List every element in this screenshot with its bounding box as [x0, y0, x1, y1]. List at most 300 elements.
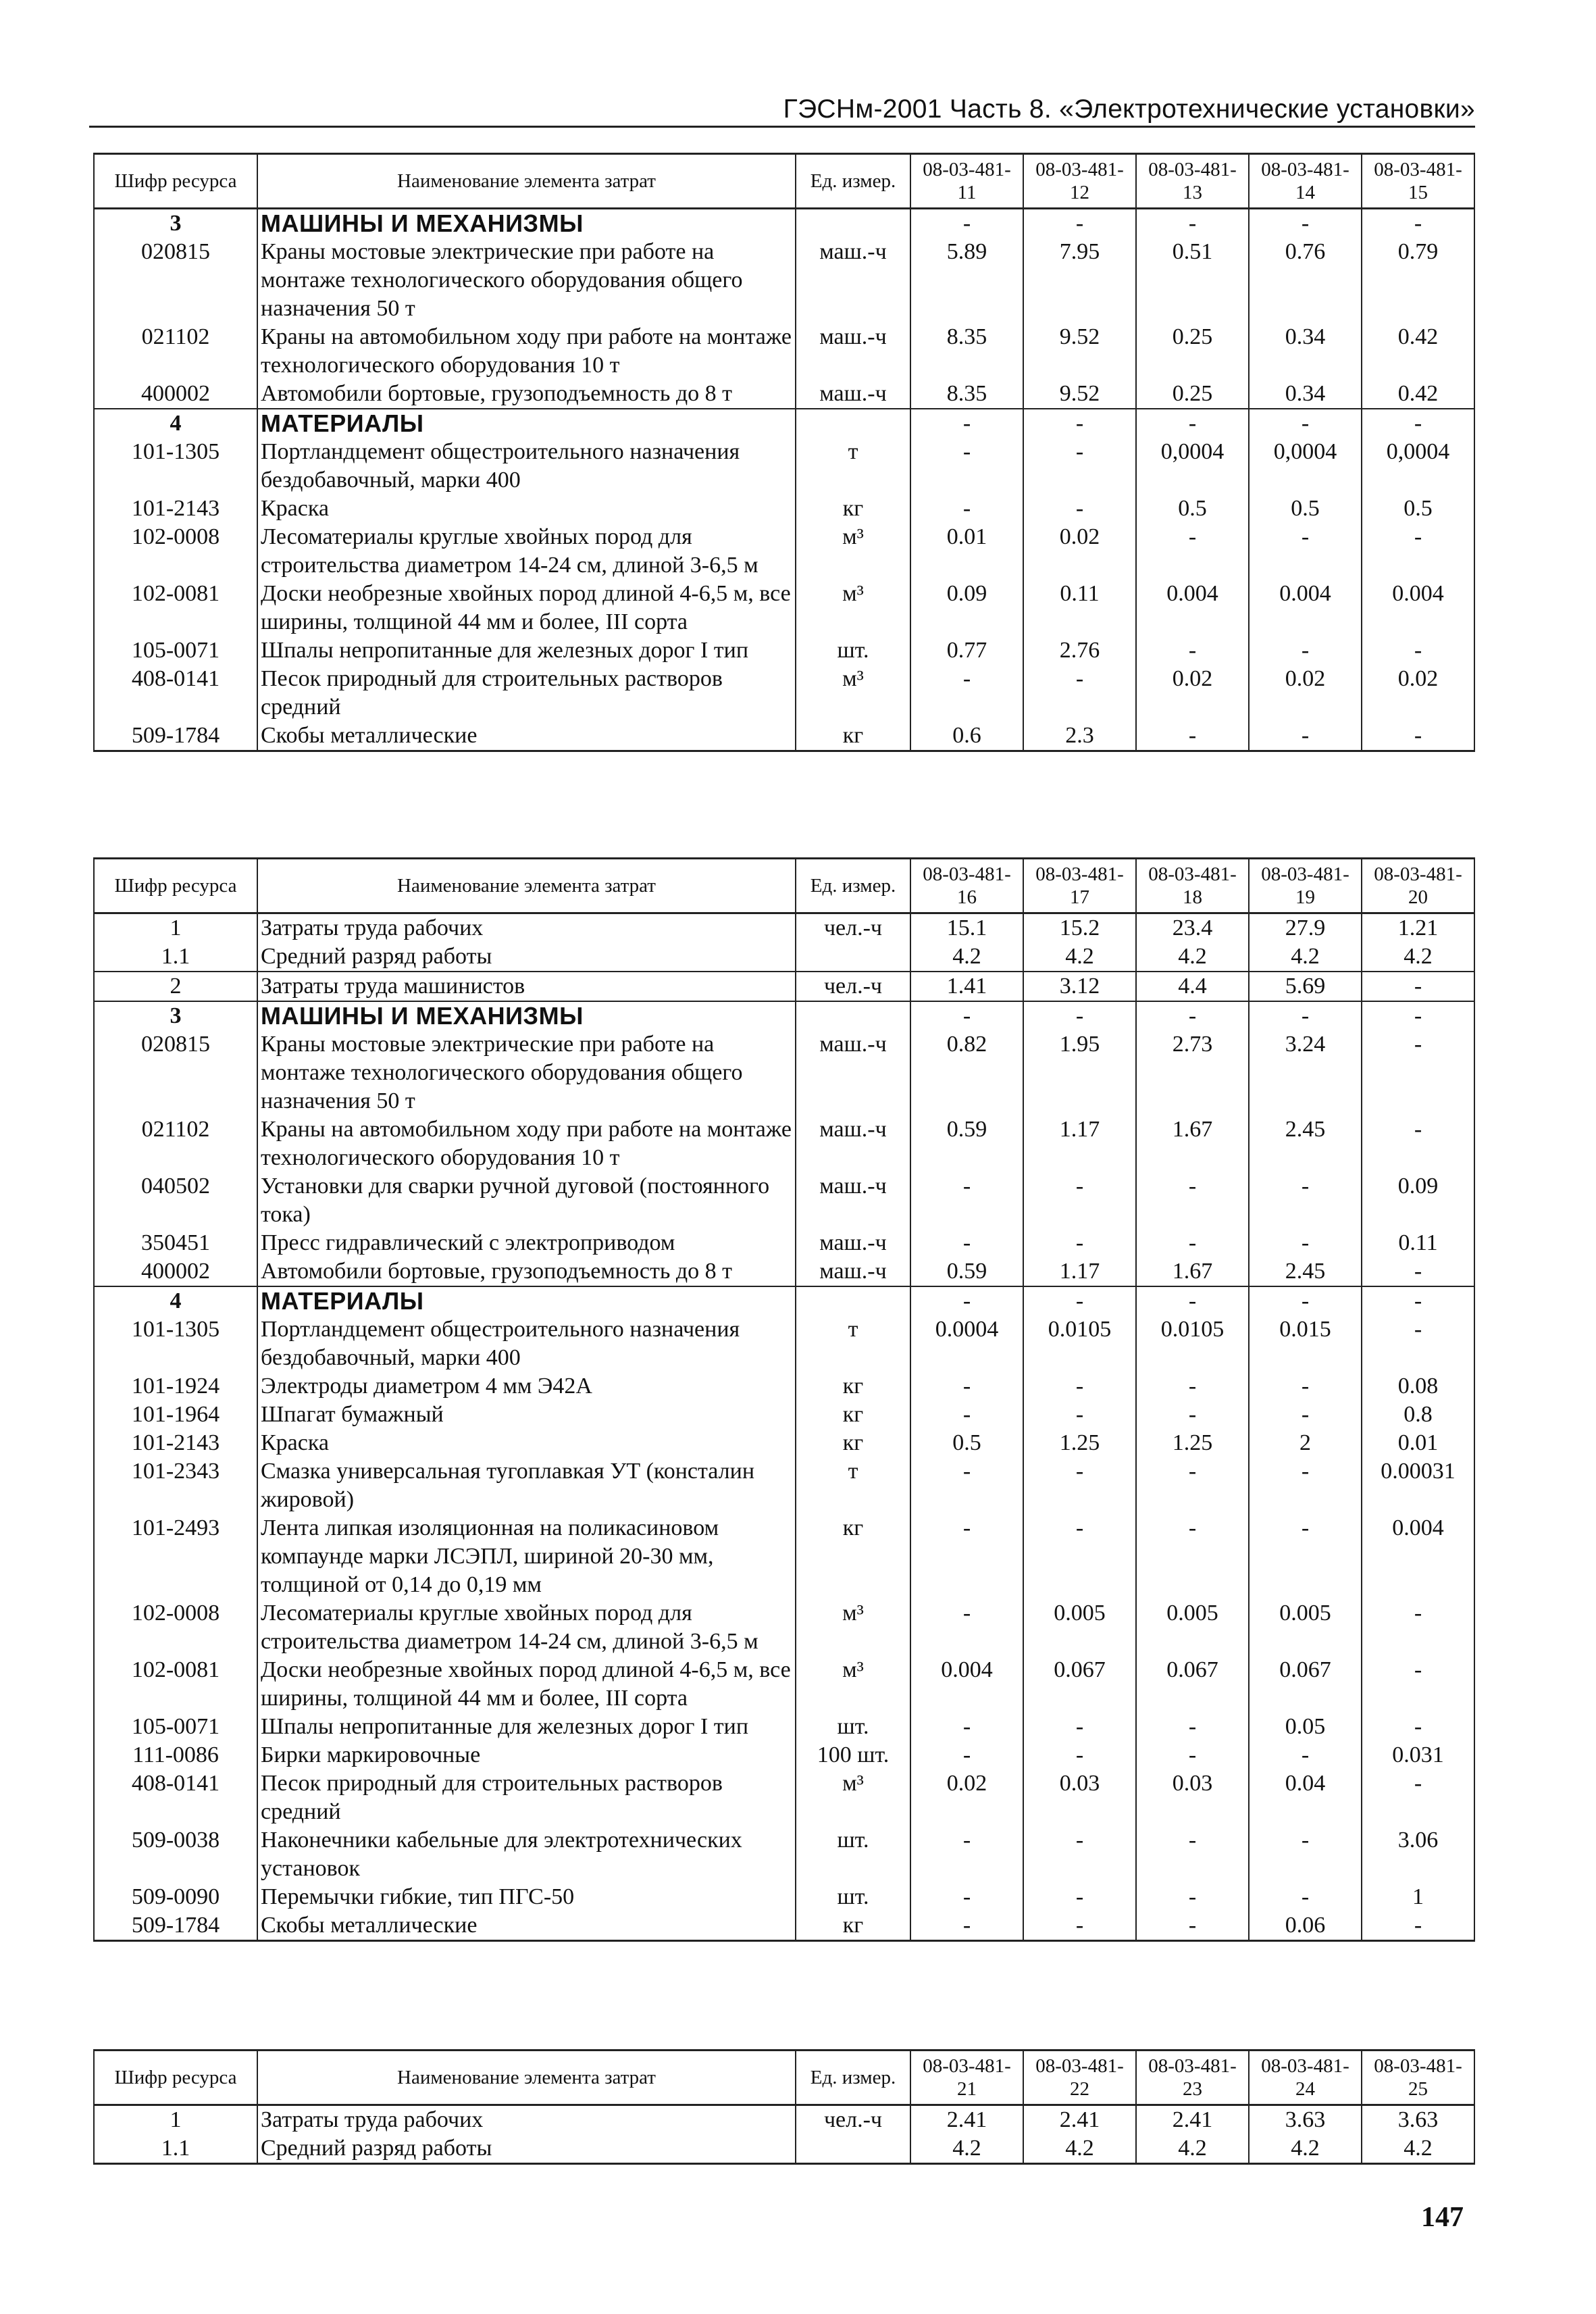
- column-header-unit: Ед. измер.: [796, 859, 910, 913]
- norm-value: -: [1362, 722, 1474, 751]
- table-row: [94, 972, 1474, 1001]
- unit-of-measure: м³: [796, 580, 910, 636]
- norm-value: 0.82: [910, 1030, 1023, 1115]
- table-row: [94, 238, 1474, 323]
- resource-code: 1: [94, 913, 257, 943]
- norm-value: 0.8: [1362, 1401, 1474, 1429]
- unit-of-measure: м³: [796, 1599, 910, 1656]
- norm-value: 0.6: [910, 722, 1023, 751]
- norm-value: -: [1136, 722, 1249, 751]
- estimate-table: [93, 153, 1475, 752]
- norm-value: 0.067: [1136, 1656, 1249, 1713]
- resource-code: 3: [94, 1001, 257, 1030]
- norm-value: 1.95: [1023, 1030, 1136, 1115]
- norm-value: 0.0004: [910, 1315, 1023, 1372]
- norm-value: 0,0004: [1362, 438, 1474, 495]
- table-row: [94, 1115, 1474, 1172]
- norm-value: -: [910, 1457, 1023, 1514]
- estimate-table: [93, 857, 1475, 1942]
- resource-code: 111-0086: [94, 1741, 257, 1769]
- unit-of-measure: [796, 2134, 910, 2164]
- unit-of-measure: т: [796, 438, 910, 495]
- norm-value: -: [1023, 1713, 1136, 1741]
- cost-element-name: Доски необрезные хвойных пород длиной 4-6,5 м, все ширины, толщиной 44 мм и более, III сорта: [257, 1656, 796, 1713]
- norm-value: 0.005: [1249, 1599, 1362, 1656]
- cost-element-name: Портландцемент общестроительного назначения бездобавочный, марки 400: [257, 1315, 796, 1372]
- norm-value: -: [1023, 209, 1136, 238]
- norm-value: 0.5: [1136, 495, 1249, 523]
- norm-value: -: [1249, 409, 1362, 438]
- cost-element-name: МАШИНЫ И МЕХАНИЗМЫ: [257, 209, 796, 238]
- norm-value: 2: [1249, 1429, 1362, 1457]
- column-header-norm-code: 08-03-481-19: [1249, 859, 1362, 913]
- norm-value: 0.76: [1249, 238, 1362, 323]
- unit-of-measure: [796, 1001, 910, 1030]
- norm-value: 0.42: [1362, 323, 1474, 380]
- cost-element-name: Перемычки гибкие, тип ПГС-50: [257, 1883, 796, 1911]
- table-row: [94, 323, 1474, 380]
- norm-value: -: [1362, 636, 1474, 665]
- unit-of-measure: маш.-ч: [796, 1030, 910, 1115]
- cost-element-name: Лесоматериалы круглые хвойных пород для строительства диаметром 14-24 см, длиной 3-6,5 м: [257, 523, 796, 580]
- resource-code: 509-0038: [94, 1826, 257, 1883]
- cost-element-name: Смазка универсальная тугоплавкая УТ (консталин жировой): [257, 1457, 796, 1514]
- table-row: [94, 580, 1474, 636]
- section-row: [94, 1001, 1474, 1030]
- norm-value: 0.79: [1362, 238, 1474, 323]
- norm-value: -: [1023, 1229, 1136, 1257]
- norm-value: 1.41: [910, 972, 1023, 1001]
- column-header-unit: Ед. измер.: [796, 2051, 910, 2105]
- resource-code: 105-0071: [94, 636, 257, 665]
- unit-of-measure: чел.-ч: [796, 2105, 910, 2135]
- unit-of-measure: шт.: [796, 636, 910, 665]
- table-row: [94, 1457, 1474, 1514]
- cost-element-name: Скобы металлические: [257, 1911, 796, 1941]
- norm-value: -: [1023, 665, 1136, 722]
- unit-of-measure: кг: [796, 1401, 910, 1429]
- norm-value: -: [1249, 1229, 1362, 1257]
- norm-value: -: [910, 209, 1023, 238]
- norm-value: 4.4: [1136, 972, 1249, 1001]
- norm-value: -: [910, 1514, 1023, 1599]
- table-row: [94, 636, 1474, 665]
- unit-of-measure: чел.-ч: [796, 972, 910, 1001]
- norm-value: 0.00031: [1362, 1457, 1474, 1514]
- norm-value: -: [1136, 1001, 1249, 1030]
- norm-value: -: [1362, 1713, 1474, 1741]
- cost-element-name: Доски необрезные хвойных пород длиной 4-6,5 м, все ширины, толщиной 44 мм и более, III сорта: [257, 580, 796, 636]
- table-row: [94, 1372, 1474, 1401]
- norm-value: 1.67: [1136, 1115, 1249, 1172]
- norm-value: -: [910, 1826, 1023, 1883]
- cost-element-name: Затраты труда машинистов: [257, 972, 796, 1001]
- norm-value: 0.004: [1249, 580, 1362, 636]
- norm-value: 3.12: [1023, 972, 1136, 1001]
- cost-element-name: Песок природный для строительных растворов средний: [257, 665, 796, 722]
- norm-value: 8.35: [910, 380, 1023, 409]
- norm-value: -: [1249, 1741, 1362, 1769]
- norm-value: 4.2: [1136, 2134, 1249, 2164]
- norm-value: -: [1362, 1257, 1474, 1286]
- norm-value: 0.77: [910, 636, 1023, 665]
- column-header-norm-code: 08-03-481-18: [1136, 859, 1249, 913]
- norm-value: 9.52: [1023, 380, 1136, 409]
- resource-code: 102-0081: [94, 580, 257, 636]
- unit-of-measure: чел.-ч: [796, 913, 910, 943]
- resource-code: 1.1: [94, 942, 257, 972]
- table-row: [94, 1713, 1474, 1741]
- cost-element-name: Электроды диаметром 4 мм Э42А: [257, 1372, 796, 1401]
- table-row: [94, 2105, 1474, 2135]
- cost-element-name: МАШИНЫ И МЕХАНИЗМЫ: [257, 1001, 796, 1030]
- norm-value: 4.2: [1362, 942, 1474, 972]
- norm-value: -: [910, 1229, 1023, 1257]
- norm-value: 4.2: [1023, 2134, 1136, 2164]
- unit-of-measure: т: [796, 1315, 910, 1372]
- norm-value: -: [910, 1286, 1023, 1315]
- norm-value: -: [1249, 1286, 1362, 1315]
- norm-value: -: [1249, 523, 1362, 580]
- section-row: [94, 409, 1474, 438]
- norm-value: 9.52: [1023, 323, 1136, 380]
- table-row: [94, 722, 1474, 751]
- norm-value: 0.0105: [1136, 1315, 1249, 1372]
- norm-value: -: [1249, 1172, 1362, 1229]
- norm-value: 0.25: [1136, 380, 1249, 409]
- column-header-name: Наименование элемента затрат: [257, 859, 796, 913]
- page-number: 147: [1421, 2202, 1464, 2233]
- unit-of-measure: кг: [796, 495, 910, 523]
- norm-value: -: [1362, 1001, 1474, 1030]
- norm-value: -: [1136, 1514, 1249, 1599]
- resource-code: 101-2143: [94, 495, 257, 523]
- table-row: [94, 1911, 1474, 1941]
- norm-value: 0.031: [1362, 1741, 1474, 1769]
- column-header-norm-code: 08-03-481-15: [1362, 154, 1474, 209]
- cost-element-name: Установки для сварки ручной дуговой (постоянного тока): [257, 1172, 796, 1229]
- cost-element-name: Шпагат бумажный: [257, 1401, 796, 1429]
- norm-value: -: [1023, 1883, 1136, 1911]
- table-row: [94, 913, 1474, 943]
- norm-value: 0.01: [1362, 1429, 1474, 1457]
- norm-value: 5.89: [910, 238, 1023, 323]
- unit-of-measure: м³: [796, 665, 910, 722]
- norm-value: 2.45: [1249, 1115, 1362, 1172]
- unit-of-measure: [796, 409, 910, 438]
- norm-value: 0.004: [1362, 580, 1474, 636]
- cost-element-name: Затраты труда рабочих: [257, 913, 796, 943]
- cost-element-name: Шпалы непропитанные для железных дорог I тип: [257, 1713, 796, 1741]
- column-header-norm-code: 08-03-481-13: [1136, 154, 1249, 209]
- norm-value: -: [910, 409, 1023, 438]
- cost-element-name: Песок природный для строительных растворов средний: [257, 1769, 796, 1826]
- norm-value: 2.45: [1249, 1257, 1362, 1286]
- column-header-norm-code: 08-03-481-21: [910, 2051, 1023, 2105]
- norm-value: 15.2: [1023, 913, 1136, 943]
- norm-value: -: [1023, 1457, 1136, 1514]
- unit-of-measure: маш.-ч: [796, 1115, 910, 1172]
- norm-value: 0.5: [1362, 495, 1474, 523]
- norm-value: -: [1023, 1286, 1136, 1315]
- resource-code: 101-1305: [94, 1315, 257, 1372]
- cost-element-name: Краны на автомобильном ходу при работе на монтаже технологического оборудования 10 т: [257, 323, 796, 380]
- resource-code: 400002: [94, 1257, 257, 1286]
- norm-value: -: [910, 1401, 1023, 1429]
- norm-value: -: [1136, 409, 1249, 438]
- column-header-norm-code: 08-03-481-25: [1362, 2051, 1474, 2105]
- norm-value: 0,0004: [1249, 438, 1362, 495]
- resource-code: 040502: [94, 1172, 257, 1229]
- norm-value: 0.005: [1136, 1599, 1249, 1656]
- norm-value: -: [1136, 1911, 1249, 1941]
- cost-element-name: Затраты труда рабочих: [257, 2105, 796, 2135]
- cost-element-name: Краны мостовые электрические при работе на монтаже технологического оборудования общего назначения 50 т: [257, 238, 796, 323]
- table-row: [94, 1401, 1474, 1429]
- norm-value: -: [1249, 209, 1362, 238]
- cost-element-name: Лесоматериалы круглые хвойных пород для строительства диаметром 14-24 см, длиной 3-6,5 м: [257, 1599, 796, 1656]
- norm-value: -: [910, 1172, 1023, 1229]
- resource-code: 2: [94, 972, 257, 1001]
- running-header-title: ГЭСНм-2001 Часть 8. «Электротехнические установки»: [783, 95, 1475, 124]
- norm-value: 0.02: [1249, 665, 1362, 722]
- norm-value: -: [1362, 1030, 1474, 1115]
- norm-value: -: [1362, 1656, 1474, 1713]
- norm-value: 1.17: [1023, 1257, 1136, 1286]
- norm-value: 0.02: [1023, 523, 1136, 580]
- norm-value: 2.76: [1023, 636, 1136, 665]
- norm-value: 15.1: [910, 913, 1023, 943]
- table-row: [94, 1599, 1474, 1656]
- unit-of-measure: м³: [796, 523, 910, 580]
- table-row: [94, 1826, 1474, 1883]
- unit-of-measure: 100 шт.: [796, 1741, 910, 1769]
- resource-code: 020815: [94, 238, 257, 323]
- resource-code: 101-1305: [94, 438, 257, 495]
- header-row: [94, 154, 1474, 209]
- norm-value: 8.35: [910, 323, 1023, 380]
- column-header-unit: Ед. измер.: [796, 154, 910, 209]
- resource-code: 3: [94, 209, 257, 238]
- norm-value: -: [1023, 1514, 1136, 1599]
- norm-value: 0.25: [1136, 323, 1249, 380]
- unit-of-measure: кг: [796, 1429, 910, 1457]
- norm-value: -: [1249, 1826, 1362, 1883]
- column-header-code: Шифр ресурса: [94, 859, 257, 913]
- table-row: [94, 380, 1474, 409]
- unit-of-measure: [796, 1286, 910, 1315]
- resource-code: 101-2343: [94, 1457, 257, 1514]
- norm-value: 0.004: [1136, 580, 1249, 636]
- norm-value: 4.2: [910, 942, 1023, 972]
- unit-of-measure: [796, 942, 910, 972]
- norm-value: 1: [1362, 1883, 1474, 1911]
- cost-element-name: Шпалы непропитанные для железных дорог I тип: [257, 636, 796, 665]
- norm-value: 3.63: [1362, 2105, 1474, 2135]
- norm-value: 0.005: [1023, 1599, 1136, 1656]
- unit-of-measure: м³: [796, 1656, 910, 1713]
- column-header-norm-code: 08-03-481-23: [1136, 2051, 1249, 2105]
- norm-value: 0.11: [1362, 1229, 1474, 1257]
- norm-value: 3.63: [1249, 2105, 1362, 2135]
- cost-element-name: Автомобили бортовые, грузоподъемность до 8 т: [257, 1257, 796, 1286]
- column-header-norm-code: 08-03-481-24: [1249, 2051, 1362, 2105]
- table-row: [94, 1172, 1474, 1229]
- norm-value: -: [1023, 1001, 1136, 1030]
- cost-element-name: МАТЕРИАЛЫ: [257, 1286, 796, 1315]
- resource-code: 021102: [94, 1115, 257, 1172]
- unit-of-measure: маш.-ч: [796, 1229, 910, 1257]
- norm-value: 27.9: [1249, 913, 1362, 943]
- norm-value: -: [1136, 1372, 1249, 1401]
- norm-value: -: [1136, 1713, 1249, 1741]
- estimate-table: [93, 2049, 1475, 2165]
- norm-value: 1.25: [1023, 1429, 1136, 1457]
- norm-value: -: [1023, 1741, 1136, 1769]
- norm-value: -: [1023, 409, 1136, 438]
- norm-value: -: [1136, 209, 1249, 238]
- norm-value: -: [910, 1713, 1023, 1741]
- unit-of-measure: шт.: [796, 1883, 910, 1911]
- norm-value: -: [1023, 1911, 1136, 1941]
- norm-value: 0.08: [1362, 1372, 1474, 1401]
- norm-value: 0.04: [1249, 1769, 1362, 1826]
- norm-value: 0.02: [910, 1769, 1023, 1826]
- norm-value: -: [1249, 722, 1362, 751]
- cost-element-name: Наконечники кабельные для электротехнических установок: [257, 1826, 796, 1883]
- table-row: [94, 1315, 1474, 1372]
- section-row: [94, 1286, 1474, 1315]
- norm-value: 0.06: [1249, 1911, 1362, 1941]
- resource-code: 509-0090: [94, 1883, 257, 1911]
- norm-value: -: [1136, 1172, 1249, 1229]
- norm-value: -: [1249, 1457, 1362, 1514]
- norm-value: 0.34: [1249, 323, 1362, 380]
- norm-value: -: [910, 1911, 1023, 1941]
- norm-value: -: [1362, 1911, 1474, 1941]
- cost-element-name: Скобы металлические: [257, 722, 796, 751]
- table-row: [94, 438, 1474, 495]
- cost-element-name: Средний разряд работы: [257, 2134, 796, 2164]
- norm-value: 4.2: [1023, 942, 1136, 972]
- norm-value: 4.2: [1249, 942, 1362, 972]
- norm-value: 0.015: [1249, 1315, 1362, 1372]
- norm-value: -: [1362, 1315, 1474, 1372]
- column-header-norm-code: 08-03-481-17: [1023, 859, 1136, 913]
- norm-value: 1.21: [1362, 913, 1474, 943]
- resource-code: 408-0141: [94, 1769, 257, 1826]
- resource-code: 021102: [94, 323, 257, 380]
- column-header-code: Шифр ресурса: [94, 154, 257, 209]
- cost-element-name: Краны на автомобильном ходу при работе на монтаже технологического оборудования 10 т: [257, 1115, 796, 1172]
- cost-element-name: Портландцемент общестроительного назначения бездобавочный, марки 400: [257, 438, 796, 495]
- norm-value: 0.03: [1023, 1769, 1136, 1826]
- norm-value: -: [1362, 1599, 1474, 1656]
- norm-value: 0.01: [910, 523, 1023, 580]
- norm-value: -: [1023, 1401, 1136, 1429]
- unit-of-measure: маш.-ч: [796, 238, 910, 323]
- norm-value: -: [1136, 1229, 1249, 1257]
- resource-code: 4: [94, 1286, 257, 1315]
- norm-value: 1.17: [1023, 1115, 1136, 1172]
- unit-of-measure: маш.-ч: [796, 1257, 910, 1286]
- norm-value: 0.004: [1362, 1514, 1474, 1599]
- unit-of-measure: маш.-ч: [796, 380, 910, 409]
- cost-element-name: Автомобили бортовые, грузоподъемность до 8 т: [257, 380, 796, 409]
- resource-code: 101-2493: [94, 1514, 257, 1599]
- table-row: [94, 495, 1474, 523]
- norm-value: 4.2: [1249, 2134, 1362, 2164]
- resource-code: 020815: [94, 1030, 257, 1115]
- norm-value: 1.67: [1136, 1257, 1249, 1286]
- norm-value: -: [1362, 1286, 1474, 1315]
- unit-of-measure: кг: [796, 1372, 910, 1401]
- norm-value: -: [1249, 1514, 1362, 1599]
- norm-value: -: [1023, 438, 1136, 495]
- norm-value: -: [1362, 523, 1474, 580]
- column-header-name: Наименование элемента затрат: [257, 154, 796, 209]
- norm-value: -: [1136, 1401, 1249, 1429]
- cost-element-name: Пресс гидравлический с электроприводом: [257, 1229, 796, 1257]
- norm-value: -: [1023, 495, 1136, 523]
- norm-value: 0.59: [910, 1257, 1023, 1286]
- norm-value: -: [1023, 1826, 1136, 1883]
- unit-of-measure: шт.: [796, 1713, 910, 1741]
- column-header-code: Шифр ресурса: [94, 2051, 257, 2105]
- norm-value: 0.34: [1249, 380, 1362, 409]
- resource-code: 1.1: [94, 2134, 257, 2164]
- unit-of-measure: кг: [796, 722, 910, 751]
- resource-code: 102-0008: [94, 523, 257, 580]
- resource-code: 400002: [94, 380, 257, 409]
- resource-code: 101-2143: [94, 1429, 257, 1457]
- table-row: [94, 1769, 1474, 1826]
- resource-code: 1: [94, 2105, 257, 2135]
- norm-value: -: [1136, 1826, 1249, 1883]
- table-row: [94, 1741, 1474, 1769]
- cost-element-name: Лента липкая изоляционная на поликасиновом компаунде марки ЛСЭПЛ, шириной 20-30 мм, толщиной от 0,14 до 0,19 мм: [257, 1514, 796, 1599]
- column-header-norm-code: 08-03-481-14: [1249, 154, 1362, 209]
- norm-value: 2.73: [1136, 1030, 1249, 1115]
- norm-value: -: [1136, 1741, 1249, 1769]
- norm-value: 2.41: [910, 2105, 1023, 2135]
- resource-code: 408-0141: [94, 665, 257, 722]
- unit-of-measure: кг: [796, 1911, 910, 1941]
- resource-code: 4: [94, 409, 257, 438]
- norm-value: -: [1136, 1883, 1249, 1911]
- table-row: [94, 2134, 1474, 2164]
- cost-element-name: Краска: [257, 1429, 796, 1457]
- norm-value: 0.09: [910, 580, 1023, 636]
- norm-value: -: [1249, 1001, 1362, 1030]
- norm-value: 4.2: [1136, 942, 1249, 972]
- norm-value: 0,0004: [1136, 438, 1249, 495]
- header-row: [94, 2051, 1474, 2105]
- norm-value: 23.4: [1136, 913, 1249, 943]
- unit-of-measure: кг: [796, 1514, 910, 1599]
- norm-value: -: [1136, 1286, 1249, 1315]
- running-header: [89, 93, 1475, 128]
- table-row: [94, 665, 1474, 722]
- column-header-norm-code: 08-03-481-20: [1362, 859, 1474, 913]
- table-row: [94, 523, 1474, 580]
- unit-of-measure: м³: [796, 1769, 910, 1826]
- table-row: [94, 1257, 1474, 1286]
- norm-value: -: [1362, 409, 1474, 438]
- norm-value: -: [910, 1741, 1023, 1769]
- norm-value: 3.24: [1249, 1030, 1362, 1115]
- norm-value: -: [1136, 523, 1249, 580]
